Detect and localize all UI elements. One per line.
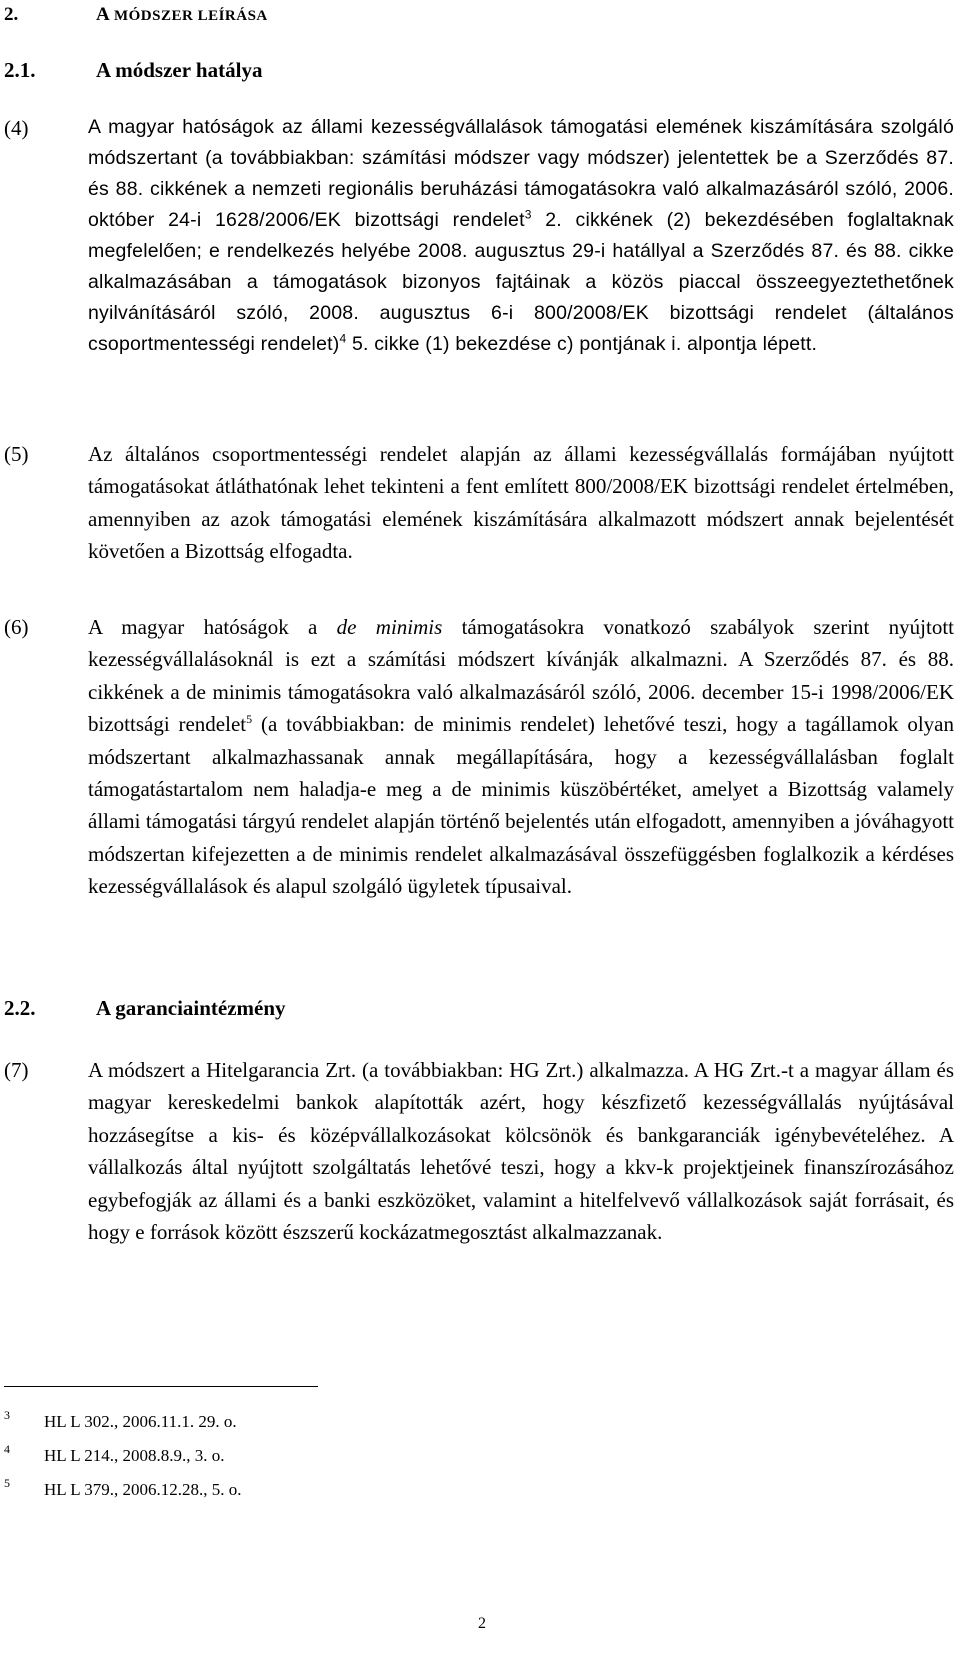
paragraph-7 [4, 1054, 954, 1248]
paragraph-6 [4, 611, 954, 903]
paragraph-text: Az általános csoportmentességi rendelet alapján az állami kezességvállalás formájában nyújtott támogatásokat átláthatónak lehet tekinteni a fent említett 800/2008/EK bizottsági rendelet értelmében, amennyiben az azok támogatási elemének kiszámítására alkalmazott módszert annak bejelentését követően a Bizottság elfogadta. [88, 442, 954, 564]
subsection-title: A módszer hatálya [96, 58, 263, 82]
subsection-heading-2-2 [4, 996, 286, 1021]
paragraph-text: A módszert a Hitelgarancia Zrt. (a továbbiakban: HG Zrt.) alkalmazza. A HG Zrt.-t a magyar állam és magyar kereskedelmi bankok alapították azért, hogy készfizető kezességvállalás nyújtásával hozzásegítse a kis- és középvállalkozásokat kölcsönök és bankgaranciák igénybevételéhez. A vállalkozás által nyújtott szolgáltatás lehetővé teszi, hogy a kkv-k projektjeinek finanszírozásához egybefogják az állami és a banki eszközöket, valamint a hitelfelvevő vállalkozások saját forrásait, és hogy e források között észszerű kockázatmegosztást alkalmazzanak. [88, 1058, 954, 1245]
footnote-text: HL L 302., 2006.11.1. 29. o. [44, 1412, 237, 1431]
paragraph-text-part: 5. cikke (1) bekezdése c) pontjának i. alpontja lépett. [346, 333, 818, 355]
subsection-number: 2.1. [4, 58, 36, 82]
paragraph-number: (4) [4, 116, 29, 140]
paragraph-text-part: A magyar hatóságok a [88, 615, 337, 639]
page-number: 2 [478, 1615, 486, 1632]
paragraph-text-part: támogatásokra vonatkozó szabályok szerint nyújtott kezességvállalásoknál is ezt a számítási módszert kívánják alkalmazni. A Szerződés 87. és 88. cikkének a de minimis támogatásokra való alkalmazásáról szóló, 2006. december 15-i 1998/2006/EK bizottsági rendelet [88, 615, 955, 737]
paragraph-text [88, 611, 954, 903]
section-number: 2. [4, 4, 19, 25]
paragraph-text-part: 2. cikkének (2) bekezdésében foglaltaknak megfelelően; e rendelkezés helyébe 2008. augusztus 29-i hatállyal a Szerződés 87. és 88. cikke alkalmazásában a támogatások bizonyos fajtáinak a közös piaccal összeegyeztethetőnek nyilvánításáról szóló, 2008. augusztus 6-i 800/2008/EK bizottsági rendelet (általános csoportmentességi rendelet) [88, 209, 954, 355]
footnote-separator [4, 1386, 318, 1387]
paragraph-number: (5) [4, 442, 29, 466]
paragraph-number: (7) [4, 1058, 29, 1082]
footnote-ref-3: 3 [524, 207, 532, 222]
footnote-number: 5 [4, 1476, 10, 1490]
footnote-ref-5: 5 [246, 712, 253, 727]
footnote-5 [4, 1476, 242, 1500]
section-title-rest: MÓDSZER LEÍRÁSA [109, 8, 268, 24]
section-title-first: A [96, 4, 110, 25]
footnote-ref-4: 4 [339, 331, 347, 346]
paragraph-text [88, 112, 954, 360]
section-title [96, 4, 268, 26]
paragraph-text-part: A magyar hatóságok az állami kezességvállalások támogatási elemének kiszámítására szolgáló módszertant (a továbbiakban: számítási módszer vagy módszer) jelentettek be a Szerződés 87. és 88. cikkének a nemzeti regionális beruházási támogatásokra való alkalmazásáról szóló, 2006. október 24-i 1628/2006/EK bizottsági rendelet [88, 116, 954, 231]
section-heading [4, 4, 268, 26]
footnote-number: 3 [4, 1408, 10, 1422]
paragraph-number: (6) [4, 615, 29, 639]
subsection-title: A garanciaintézmény [96, 996, 286, 1020]
paragraph-text-part: (a továbbiakban: de minimis rendelet) lehetővé teszi, hogy a tagállamok olyan módszertant alkalmazhassanak annak megállapítására, hogy a kezességvállalásban foglalt támogatástartalom nem haladja-e meg a de minimis küszöbértéket, amelyet a Bizottság valamely állami támogatási tárgyú rendelet alapján történő bejelentés után elfogadott, amennyiben a jóváhagyott módszertan kifejezetten a de minimis rendelet alkalmazásával összefüggésben foglalkozik a kérdéses kezességvállalások és alapul szolgáló ügyletek típusaival. [88, 712, 954, 899]
footnote-text: HL L 214., 2008.8.9., 3. o. [44, 1446, 225, 1465]
paragraph-4 [4, 112, 954, 360]
footnote-number: 4 [4, 1442, 10, 1456]
subsection-number: 2.2. [4, 996, 36, 1020]
italic-term: de minimis [336, 615, 443, 639]
footnote-4 [4, 1442, 225, 1466]
footnote-text: HL L 379., 2006.12.28., 5. o. [44, 1480, 242, 1499]
footnote-3 [4, 1408, 237, 1432]
paragraph-5 [4, 438, 954, 568]
subsection-heading-2-1 [4, 58, 262, 83]
